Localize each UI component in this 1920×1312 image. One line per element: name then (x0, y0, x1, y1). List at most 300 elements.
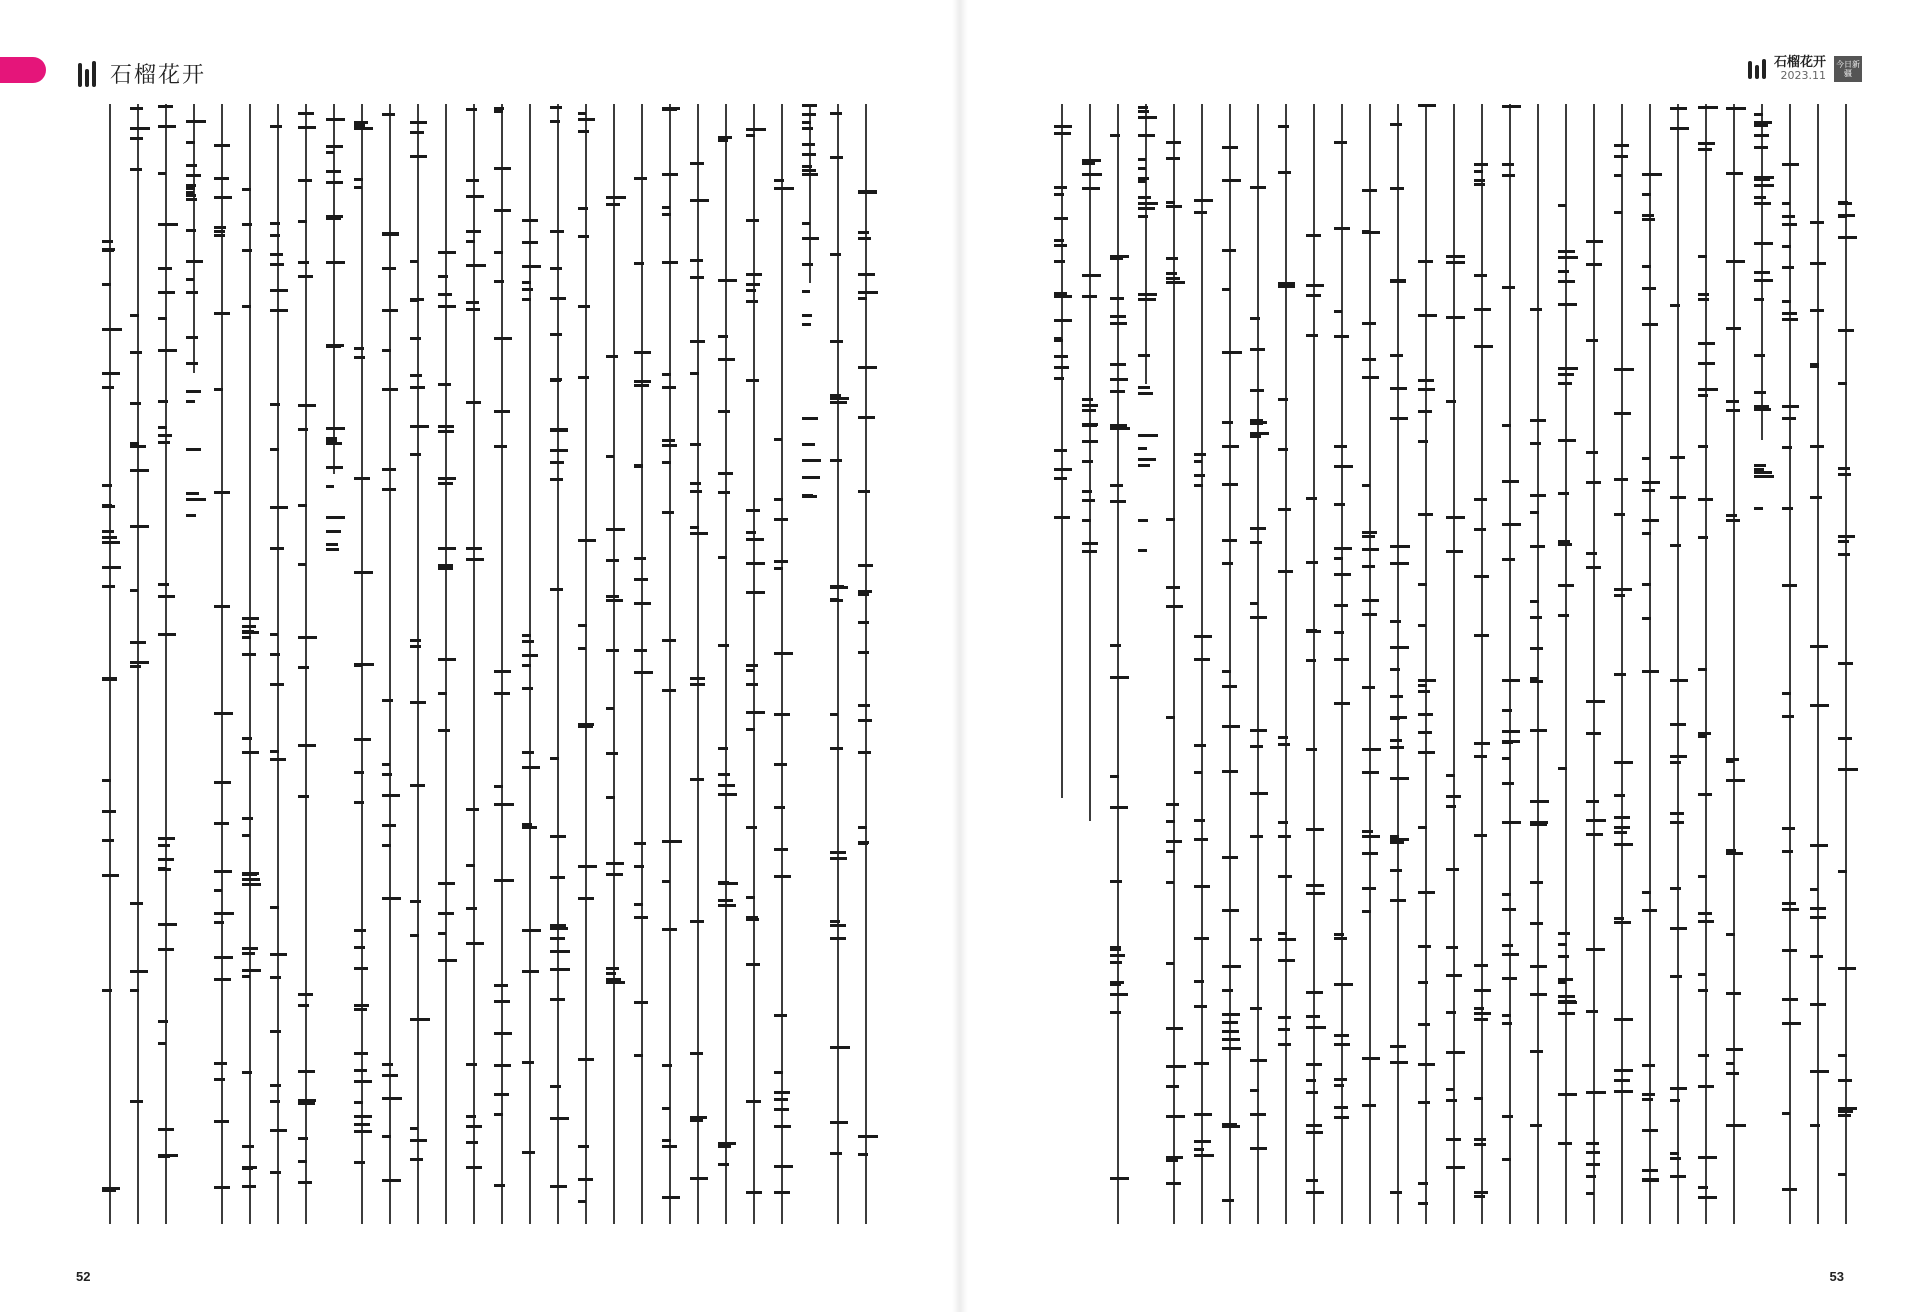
script-glyph (578, 647, 586, 650)
script-glyph (1418, 690, 1430, 693)
script-glyph (578, 539, 596, 542)
script-glyph (130, 665, 141, 668)
script-glyph (1334, 702, 1350, 705)
script-glyph (1362, 535, 1375, 538)
script-glyph (1278, 1016, 1291, 1019)
script-glyph (830, 747, 843, 750)
script-glyph (774, 763, 787, 766)
script-glyph (438, 251, 456, 254)
script-glyph (1306, 1026, 1326, 1029)
script-glyph (690, 490, 702, 493)
script-glyph (802, 127, 813, 130)
script-glyph (494, 879, 514, 882)
script-glyph (522, 241, 538, 244)
script-glyph (662, 880, 670, 883)
script-glyph (1558, 256, 1578, 259)
column-title: 石榴花开 (110, 63, 207, 88)
script-glyph (606, 752, 618, 755)
script-glyph (858, 231, 869, 234)
script-glyph (858, 191, 877, 194)
script-glyph (382, 1074, 398, 1077)
script-glyph (522, 1151, 535, 1154)
script-glyph (1362, 484, 1370, 487)
script-glyph (494, 167, 511, 170)
script-glyph (1166, 1027, 1183, 1030)
script-glyph (1754, 468, 1764, 471)
script-glyph (410, 374, 422, 377)
script-glyph (214, 226, 226, 229)
script-glyph (802, 314, 812, 317)
script-glyph (158, 349, 177, 352)
script-glyph (270, 906, 279, 909)
script-glyph (1614, 917, 1624, 920)
script-glyph (1054, 260, 1065, 263)
script-glyph (858, 237, 871, 240)
script-glyph (746, 562, 765, 565)
script-glyph (522, 970, 539, 973)
script-glyph (718, 1163, 729, 1166)
script-glyph (382, 349, 391, 352)
script-glyph (1250, 1113, 1266, 1116)
script-glyph (774, 652, 793, 655)
script-line (221, 104, 223, 1224)
script-glyph (1782, 908, 1799, 911)
script-glyph (1166, 281, 1185, 284)
script-glyph (774, 713, 790, 716)
script-glyph (1614, 1090, 1633, 1093)
script-glyph (578, 865, 597, 868)
script-glyph (1726, 327, 1741, 330)
script-glyph (1446, 1011, 1456, 1014)
script-glyph (1502, 163, 1514, 166)
script-glyph (1698, 920, 1714, 923)
script-glyph (494, 445, 507, 448)
script-glyph (1306, 234, 1321, 237)
script-glyph (1054, 516, 1070, 519)
script-glyph (1110, 424, 1127, 427)
script-glyph (662, 261, 678, 264)
script-glyph (1698, 498, 1713, 501)
script-glyph (438, 547, 456, 550)
script-glyph (1334, 573, 1351, 576)
script-glyph (1250, 432, 1269, 435)
script-glyph (242, 636, 251, 639)
script-glyph (1586, 1192, 1594, 1195)
script-glyph (1698, 148, 1712, 151)
script-glyph (354, 929, 366, 932)
script-glyph (718, 747, 728, 750)
script-glyph (186, 198, 197, 201)
script-glyph (802, 237, 819, 240)
script-glyph (1558, 280, 1575, 283)
script-glyph (354, 1080, 372, 1083)
script-glyph (410, 298, 424, 301)
script-glyph (1698, 388, 1718, 391)
script-glyph (270, 1129, 287, 1132)
script-glyph (1082, 398, 1093, 401)
script-glyph (494, 1093, 509, 1096)
script-glyph (438, 275, 448, 278)
script-glyph (830, 599, 843, 602)
script-glyph (1810, 1070, 1829, 1073)
script-glyph (690, 276, 704, 279)
script-glyph (410, 386, 425, 389)
script-text-column (516, 104, 544, 1224)
script-glyph (1194, 199, 1213, 202)
script-glyph (1306, 561, 1318, 564)
script-glyph (1586, 481, 1601, 484)
script-glyph (1306, 659, 1316, 662)
script-glyph (858, 826, 867, 829)
script-glyph (1194, 658, 1210, 661)
script-glyph (774, 806, 785, 809)
script-glyph (158, 1020, 168, 1023)
script-glyph (1726, 933, 1735, 936)
script-glyph (1250, 602, 1258, 605)
script-glyph (1838, 768, 1858, 771)
script-glyph (354, 738, 371, 741)
script-glyph (774, 567, 783, 570)
script-glyph (1334, 933, 1344, 936)
script-glyph (1474, 345, 1493, 348)
script-glyph (494, 984, 508, 987)
script-glyph (1362, 565, 1375, 568)
script-glyph (1306, 334, 1318, 337)
script-glyph (1362, 1104, 1376, 1107)
script-glyph (1306, 294, 1321, 297)
script-glyph (1306, 1124, 1322, 1127)
script-glyph (326, 485, 334, 488)
script-text-column (1832, 104, 1860, 1224)
script-glyph (1054, 468, 1072, 471)
script-glyph (1782, 1188, 1797, 1191)
script-glyph (354, 1069, 367, 1072)
script-glyph (746, 826, 757, 829)
script-glyph (214, 956, 233, 959)
script-glyph (1138, 434, 1158, 437)
script-glyph (1334, 1116, 1349, 1119)
script-text-column (712, 104, 740, 1224)
script-glyph (1082, 499, 1095, 502)
script-glyph (1446, 1166, 1465, 1169)
script-glyph (1418, 731, 1432, 734)
script-glyph (1334, 547, 1352, 550)
script-glyph (1222, 249, 1236, 252)
script-glyph (186, 336, 198, 339)
script-glyph (298, 220, 307, 223)
script-glyph (494, 107, 504, 110)
script-glyph (746, 683, 758, 686)
script-glyph (1166, 141, 1181, 144)
script-glyph (662, 1145, 677, 1148)
script-glyph (858, 1153, 868, 1156)
script-glyph (1250, 435, 1261, 438)
script-text-column (1104, 104, 1132, 1224)
script-glyph (1334, 465, 1353, 468)
script-glyph (1782, 902, 1796, 905)
script-glyph (1222, 1030, 1239, 1033)
script-glyph (214, 1078, 225, 1081)
script-glyph (578, 376, 589, 379)
script-glyph (466, 1125, 482, 1128)
script-glyph (774, 560, 788, 563)
script-glyph (270, 683, 284, 686)
script-glyph (1670, 456, 1685, 459)
script-glyph (186, 498, 206, 501)
script-glyph (774, 518, 788, 521)
script-glyph (214, 312, 230, 315)
script-glyph (242, 878, 260, 881)
script-glyph (1502, 523, 1521, 526)
script-glyph (1726, 779, 1745, 782)
script-glyph (1390, 717, 1400, 720)
script-glyph (1614, 826, 1630, 829)
script-glyph (1362, 189, 1377, 192)
script-glyph (690, 526, 699, 529)
script-glyph (1782, 417, 1796, 420)
script-glyph (270, 222, 280, 225)
script-glyph (1502, 1022, 1512, 1025)
script-glyph (550, 757, 559, 760)
script-glyph (158, 434, 172, 437)
script-glyph (410, 453, 421, 456)
script-glyph (578, 1178, 593, 1181)
script-glyph (1278, 1028, 1290, 1031)
script-glyph (1418, 1202, 1428, 1205)
script-glyph (1082, 295, 1097, 298)
script-glyph (1250, 729, 1267, 732)
script-glyph (1810, 262, 1826, 265)
script-glyph (1670, 723, 1686, 726)
script-glyph (326, 530, 341, 533)
script-glyph (1502, 757, 1510, 760)
script-glyph (578, 118, 595, 121)
script-glyph (802, 143, 815, 146)
script-glyph (1194, 1154, 1214, 1157)
script-glyph (130, 661, 149, 664)
script-glyph (1446, 946, 1458, 949)
script-glyph (1250, 1059, 1267, 1062)
script-glyph (1754, 146, 1768, 149)
script-glyph (1698, 1196, 1717, 1199)
script-glyph (1810, 445, 1824, 448)
script-glyph (1586, 819, 1606, 822)
script-glyph (158, 1128, 174, 1131)
script-glyph (1082, 173, 1102, 176)
script-glyph (1082, 187, 1100, 190)
script-glyph (158, 1042, 166, 1045)
script-glyph (1334, 503, 1345, 506)
script-glyph (1810, 907, 1826, 910)
script-glyph (662, 439, 675, 442)
script-glyph (1138, 447, 1147, 450)
script-glyph (158, 858, 174, 861)
script-glyph (774, 438, 782, 441)
script-glyph (1754, 354, 1765, 357)
script-glyph (158, 400, 168, 403)
script-glyph (186, 448, 201, 451)
script-glyph (1138, 215, 1148, 218)
script-glyph (1334, 227, 1350, 230)
script-glyph (1530, 545, 1545, 548)
script-glyph (326, 466, 343, 469)
script-glyph (1642, 519, 1659, 522)
script-glyph (1474, 1138, 1486, 1141)
script-glyph (1586, 451, 1598, 454)
script-glyph (858, 366, 877, 369)
script-glyph (186, 514, 196, 517)
script-glyph (1110, 315, 1126, 318)
script-glyph (522, 751, 534, 754)
script-line (333, 104, 335, 474)
script-glyph (326, 442, 342, 445)
script-glyph (1838, 662, 1853, 665)
script-glyph (298, 261, 309, 264)
script-glyph (1782, 446, 1792, 449)
script-glyph (662, 689, 676, 692)
script-glyph (1110, 806, 1128, 809)
script-glyph (298, 795, 309, 798)
script-glyph (1418, 104, 1436, 107)
script-glyph (1502, 893, 1511, 896)
script-glyph (102, 566, 121, 569)
script-glyph (1502, 1115, 1513, 1118)
script-glyph (858, 751, 871, 754)
script-glyph (1586, 1142, 1599, 1145)
script-glyph (1838, 382, 1847, 385)
script-glyph (774, 1165, 793, 1168)
script-glyph (550, 106, 562, 109)
script-text-column (768, 104, 796, 1224)
script-line (1145, 104, 1147, 384)
script-glyph (242, 617, 259, 620)
script-glyph (1446, 261, 1465, 264)
script-glyph (1418, 891, 1435, 894)
script-glyph (326, 151, 334, 154)
script-glyph (242, 969, 261, 972)
script-glyph (1614, 761, 1633, 764)
script-glyph (1334, 658, 1349, 661)
script-glyph (1446, 974, 1462, 977)
script-glyph (1530, 1050, 1543, 1053)
script-glyph (1782, 507, 1793, 510)
script-glyph (550, 267, 562, 270)
script-text-column (1776, 104, 1804, 1224)
script-glyph (746, 219, 759, 222)
script-glyph (1698, 342, 1715, 345)
script-glyph (466, 179, 479, 182)
script-glyph (550, 588, 563, 591)
script-glyph (158, 441, 170, 444)
script-glyph (550, 449, 568, 452)
script-line (1537, 104, 1539, 1224)
script-glyph (438, 383, 451, 386)
script-glyph (830, 857, 847, 860)
script-text-column (208, 104, 236, 1224)
script-glyph (802, 121, 811, 124)
script-glyph (158, 105, 173, 108)
script-glyph (130, 641, 146, 644)
script-glyph (662, 206, 670, 209)
script-glyph (1250, 348, 1265, 351)
script-glyph (1670, 761, 1681, 764)
script-glyph (1670, 812, 1684, 815)
script-text-column (460, 104, 488, 1224)
script-glyph (1558, 270, 1569, 273)
script-glyph (1194, 474, 1205, 477)
script-line (193, 104, 195, 373)
script-glyph (1138, 549, 1147, 552)
script-glyph (1082, 550, 1097, 553)
script-line (1481, 104, 1483, 1224)
script-glyph (130, 445, 146, 448)
script-glyph (802, 165, 812, 168)
script-glyph (1110, 880, 1122, 883)
script-glyph (158, 844, 170, 847)
script-glyph (830, 713, 838, 716)
script-glyph (1110, 363, 1126, 366)
script-glyph (1810, 221, 1824, 224)
script-glyph (1082, 274, 1101, 277)
script-glyph (1642, 909, 1657, 912)
script-line (1817, 104, 1819, 1224)
script-glyph (158, 868, 171, 871)
script-glyph (830, 920, 840, 923)
script-glyph (1194, 1148, 1204, 1151)
script-glyph (298, 126, 316, 129)
script-glyph (606, 528, 625, 531)
script-glyph (522, 640, 534, 643)
script-glyph (1474, 170, 1483, 173)
script-glyph (1334, 1106, 1348, 1109)
script-glyph (326, 145, 343, 148)
script-glyph (186, 194, 196, 197)
script-glyph (1110, 775, 1119, 778)
script-glyph (1838, 737, 1852, 740)
script-glyph (578, 235, 589, 238)
script-glyph (494, 337, 512, 340)
script-glyph (438, 482, 453, 485)
script-glyph (410, 425, 429, 428)
script-glyph (1586, 1091, 1606, 1094)
script-glyph (1726, 260, 1745, 263)
script-glyph (158, 923, 177, 926)
script-glyph (270, 289, 288, 292)
script-glyph (326, 427, 345, 430)
script-glyph (1418, 684, 1427, 687)
script-glyph (1278, 835, 1291, 838)
script-glyph (102, 386, 114, 389)
script-glyph (1110, 983, 1121, 986)
script-glyph (1110, 500, 1126, 503)
script-glyph (746, 134, 755, 137)
script-glyph (858, 416, 875, 419)
script-glyph (1166, 1085, 1179, 1088)
script-glyph (690, 778, 704, 781)
script-glyph (1810, 844, 1828, 847)
script-glyph (1418, 583, 1427, 586)
script-glyph (1418, 410, 1432, 413)
script-glyph (690, 340, 705, 343)
script-glyph (1670, 887, 1681, 890)
script-glyph (410, 784, 425, 787)
script-glyph (298, 666, 309, 669)
script-glyph (270, 448, 279, 451)
script-glyph (1558, 492, 1569, 495)
script-glyph (158, 426, 167, 429)
script-glyph (130, 351, 142, 354)
script-glyph (1810, 704, 1829, 707)
